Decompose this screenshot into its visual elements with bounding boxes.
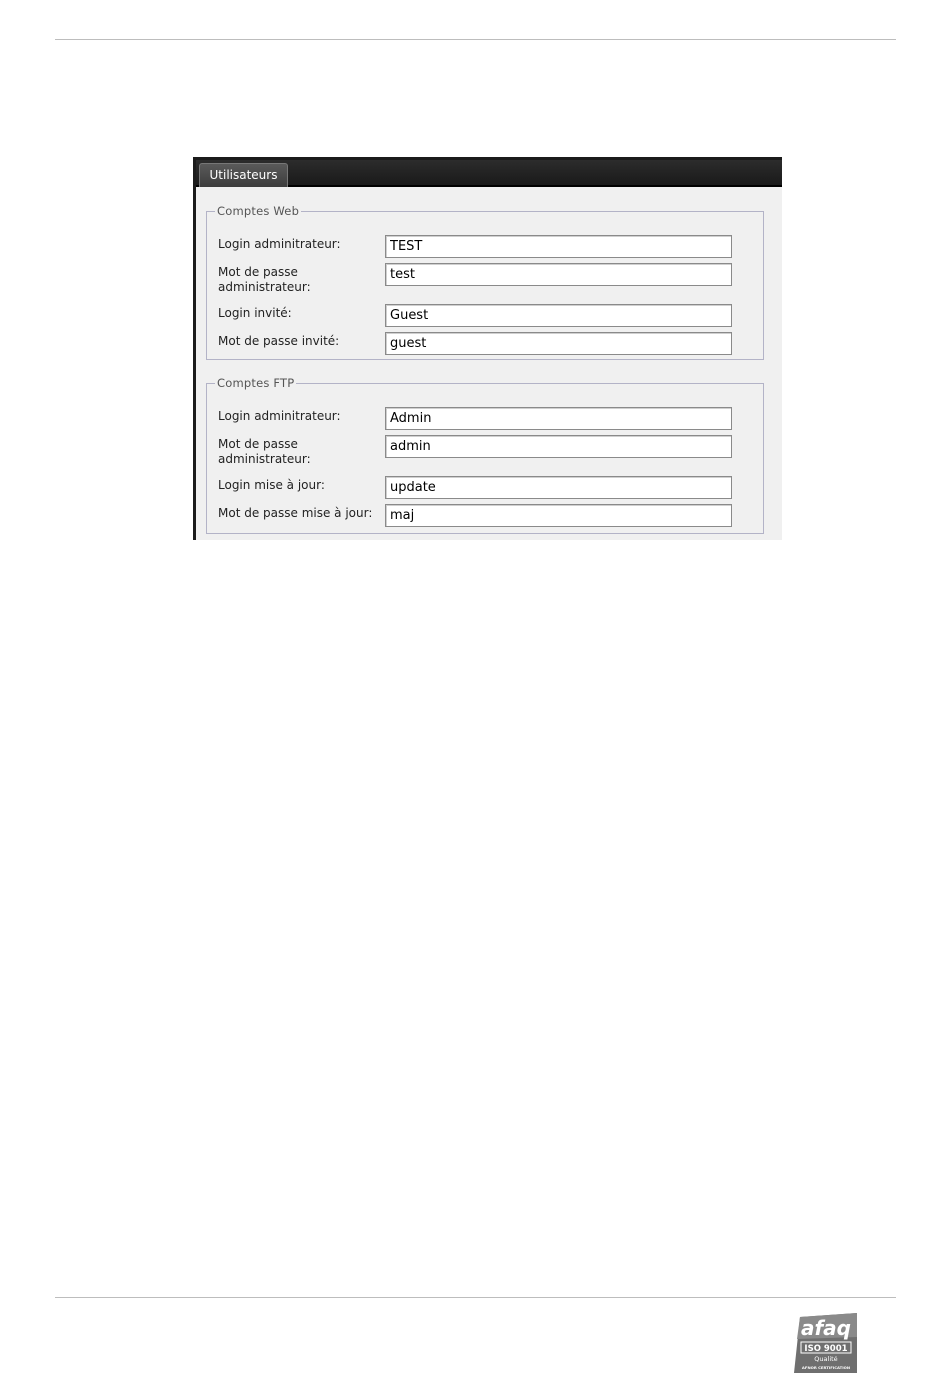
logo-iso-text: ISO 9001 [804,1344,848,1354]
web-guest-login-input[interactable] [385,304,732,327]
tab-bar [196,160,782,187]
web-admin-login-input[interactable] [385,235,732,258]
logo-brand-text: afaq [800,1316,852,1340]
logo-afnor-text: AFNOR CERTIFICATION [801,1365,851,1370]
web-admin-password-input[interactable] [385,263,732,286]
ftp-admin-password-label: Mot de passe administrateur: [218,437,311,466]
tab-utilisateurs[interactable]: Utilisateurs [199,163,288,187]
ftp-accounts-group [206,376,764,534]
ftp-update-login-label: Login mise à jour: [218,478,325,492]
web-guest-password-input[interactable] [385,332,732,355]
ftp-update-password-label: Mot de passe mise à jour: [218,506,373,520]
web-accounts-group [206,204,764,360]
logo-quality-text: Qualité [814,1355,838,1363]
footer-rule [55,1297,896,1298]
web-guest-login-label: Login invité: [218,306,292,320]
ftp-admin-password-input[interactable] [385,435,732,458]
web-guest-password-label: Mot de passe invité: [218,334,340,348]
web-admin-password-label: Mot de passe administrateur: [218,265,311,294]
ftp-admin-login-label: Login adminitrateur: [218,409,341,423]
ftp-update-login-input[interactable] [385,476,732,499]
ftp-update-password-input[interactable] [385,504,732,527]
web-admin-login-label: Login adminitrateur: [218,237,341,251]
afaq-iso-9001-logo [794,1313,857,1373]
ftp-accounts-legend: Comptes FTP [217,376,295,390]
web-accounts-legend: Comptes Web [217,204,300,218]
ftp-admin-login-input[interactable] [385,407,732,430]
header-rule [55,39,896,40]
users-settings-panel [193,157,782,540]
